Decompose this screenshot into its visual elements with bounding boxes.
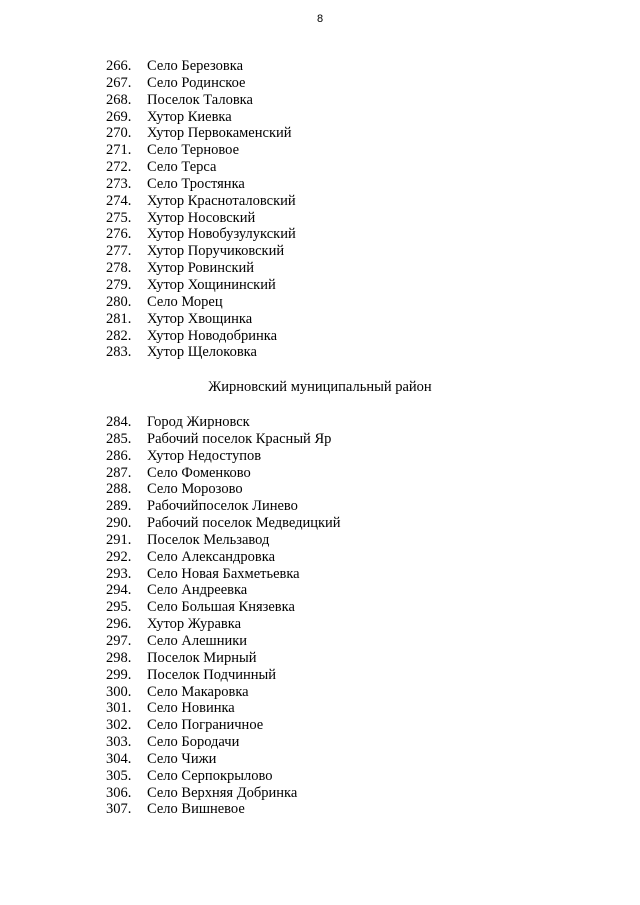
settlement-name: Хутор Красноталовский bbox=[147, 192, 296, 209]
item-number: 303. bbox=[106, 734, 132, 751]
list-item bbox=[106, 311, 296, 328]
list-item bbox=[106, 768, 341, 785]
list-item bbox=[106, 277, 296, 294]
settlement-name: Рабочий поселок Медведицкий bbox=[147, 515, 341, 532]
list-item bbox=[106, 515, 341, 532]
settlement-name: Хутор Ровинский bbox=[147, 260, 255, 277]
settlement-name: Хутор Первокаменский bbox=[147, 125, 292, 142]
item-number: 282. bbox=[106, 327, 132, 344]
settlement-name: Село Александровка bbox=[147, 548, 276, 565]
item-number: 277. bbox=[106, 243, 132, 260]
list-item bbox=[106, 75, 296, 92]
item-number: 297. bbox=[106, 632, 132, 649]
settlement-name: Хутор Носовский bbox=[147, 209, 256, 226]
list-item bbox=[106, 751, 341, 768]
item-number: 290. bbox=[106, 515, 132, 532]
list-item bbox=[106, 431, 341, 448]
list-item bbox=[106, 684, 341, 701]
item-number: 296. bbox=[106, 616, 132, 633]
settlement-name: Село Фоменково bbox=[147, 464, 251, 481]
settlement-name: Хутор Хвощинка bbox=[147, 310, 253, 327]
item-number: 279. bbox=[106, 276, 132, 293]
settlement-name: Хутор Поручиковский bbox=[147, 243, 285, 260]
settlement-name: Хутор Киевка bbox=[147, 108, 232, 125]
list-item bbox=[106, 616, 341, 633]
item-number: 293. bbox=[106, 565, 132, 582]
item-number: 288. bbox=[106, 481, 132, 498]
list-item bbox=[106, 700, 341, 717]
settlement-name: Хутор Хощининский bbox=[147, 276, 276, 293]
settlement-name: Село Терса bbox=[147, 159, 217, 176]
item-number: 276. bbox=[106, 226, 132, 243]
settlement-name: Село Терновое bbox=[147, 142, 240, 159]
item-number: 292. bbox=[106, 548, 132, 565]
settlement-name: Село Бородачи bbox=[147, 734, 240, 751]
settlement-name: Село Березовка bbox=[147, 58, 244, 74]
item-number: 291. bbox=[106, 531, 132, 548]
settlement-name: Рабочийпоселок Линево bbox=[147, 498, 298, 515]
item-number: 304. bbox=[106, 750, 132, 767]
settlement-name: Город Жирновск bbox=[147, 414, 250, 430]
item-number: 281. bbox=[106, 310, 132, 327]
list-item bbox=[106, 344, 296, 361]
settlement-name: Село Родинское bbox=[147, 74, 246, 91]
settlement-name: Село Верхняя Добринка bbox=[147, 784, 298, 801]
item-number: 300. bbox=[106, 683, 132, 700]
list-item bbox=[106, 549, 341, 566]
item-number: 271. bbox=[106, 142, 132, 159]
item-number: 274. bbox=[106, 192, 132, 209]
item-number: 298. bbox=[106, 649, 132, 666]
item-number: 283. bbox=[106, 344, 132, 361]
item-number: 295. bbox=[106, 599, 132, 616]
settlement-name: Хутор Недоступов bbox=[147, 447, 262, 464]
settlement-name: Хутор Новобузулукский bbox=[147, 226, 296, 243]
item-number: 270. bbox=[106, 125, 132, 142]
settlement-name: Село Чижи bbox=[147, 750, 217, 767]
settlement-name: Село Андреевка bbox=[147, 582, 248, 599]
settlement-name: Село Тростянка bbox=[147, 175, 245, 192]
item-number: 278. bbox=[106, 260, 132, 277]
settlement-name: Село Серпокрылово bbox=[147, 767, 273, 784]
item-number: 272. bbox=[106, 159, 132, 176]
list-item bbox=[106, 260, 296, 277]
item-number: 280. bbox=[106, 293, 132, 310]
page-number: 8 bbox=[316, 13, 324, 25]
list-item bbox=[106, 801, 341, 818]
section-heading: Жирновский муниципальный район bbox=[208, 379, 432, 395]
item-number: 287. bbox=[106, 464, 132, 481]
list-item bbox=[106, 481, 341, 498]
list-item bbox=[106, 566, 341, 583]
settlement-name: Поселок Подчинный bbox=[147, 666, 277, 683]
item-number: 294. bbox=[106, 582, 132, 599]
settlement-name: Хутор Новодобринка bbox=[147, 327, 278, 344]
list-item bbox=[106, 465, 341, 482]
settlement-name: Поселок Таловка bbox=[147, 91, 253, 108]
item-number: 268. bbox=[106, 91, 132, 108]
item-number: 285. bbox=[106, 430, 132, 447]
list-item bbox=[106, 109, 296, 126]
item-number: 286. bbox=[106, 447, 132, 464]
settlement-name: Поселок Мирный bbox=[147, 649, 257, 666]
item-number: 267. bbox=[106, 74, 132, 91]
list-item bbox=[106, 176, 296, 193]
list-item bbox=[106, 785, 341, 802]
item-number: 305. bbox=[106, 767, 132, 784]
settlement-name: Село Морец bbox=[147, 293, 223, 310]
settlement-name: Хутор Журавка bbox=[147, 616, 242, 633]
list-item bbox=[106, 448, 341, 465]
settlement-name: Село Вишневое bbox=[147, 801, 245, 818]
settlement-name: Село Новинка bbox=[147, 700, 235, 717]
settlement-list bbox=[106, 414, 341, 818]
list-item bbox=[106, 633, 341, 650]
list-item bbox=[106, 294, 296, 311]
list-item bbox=[106, 142, 296, 159]
list-item bbox=[106, 328, 296, 345]
list-item bbox=[106, 717, 341, 734]
settlement-list bbox=[106, 58, 296, 361]
item-number: 266. bbox=[106, 58, 132, 74]
settlement-name: Село Морозово bbox=[147, 481, 243, 498]
list-item bbox=[106, 226, 296, 243]
item-number: 273. bbox=[106, 175, 132, 192]
settlement-name: Село Большая Князевка bbox=[147, 599, 295, 616]
list-item bbox=[106, 599, 341, 616]
list-item bbox=[106, 125, 296, 142]
item-number: 301. bbox=[106, 700, 132, 717]
list-item bbox=[106, 650, 341, 667]
item-number: 302. bbox=[106, 717, 132, 734]
list-item bbox=[106, 498, 341, 515]
item-number: 269. bbox=[106, 108, 132, 125]
settlement-name: Хутор Щелоковка bbox=[147, 344, 257, 361]
settlement-name: Рабочий поселок Красный Яр bbox=[147, 430, 332, 447]
settlement-name: Поселок Мельзавод bbox=[147, 531, 270, 548]
list-item bbox=[106, 58, 296, 75]
item-number: 306. bbox=[106, 784, 132, 801]
settlement-name: Село Алешники bbox=[147, 632, 248, 649]
settlement-name: Село Новая Бахметьевка bbox=[147, 565, 300, 582]
item-number: 275. bbox=[106, 209, 132, 226]
list-item bbox=[106, 667, 341, 684]
list-item bbox=[106, 210, 296, 227]
list-item bbox=[106, 193, 296, 210]
list-item bbox=[106, 532, 341, 549]
list-item bbox=[106, 582, 341, 599]
settlement-name: Село Пограничное bbox=[147, 717, 264, 734]
list-item bbox=[106, 159, 296, 176]
item-number: 299. bbox=[106, 666, 132, 683]
list-item bbox=[106, 734, 341, 751]
list-item bbox=[106, 243, 296, 260]
item-number: 289. bbox=[106, 498, 132, 515]
item-number: 284. bbox=[106, 414, 132, 430]
list-item bbox=[106, 92, 296, 109]
list-item bbox=[106, 414, 341, 431]
item-number: 307. bbox=[106, 801, 132, 818]
settlement-name: Село Макаровка bbox=[147, 683, 249, 700]
